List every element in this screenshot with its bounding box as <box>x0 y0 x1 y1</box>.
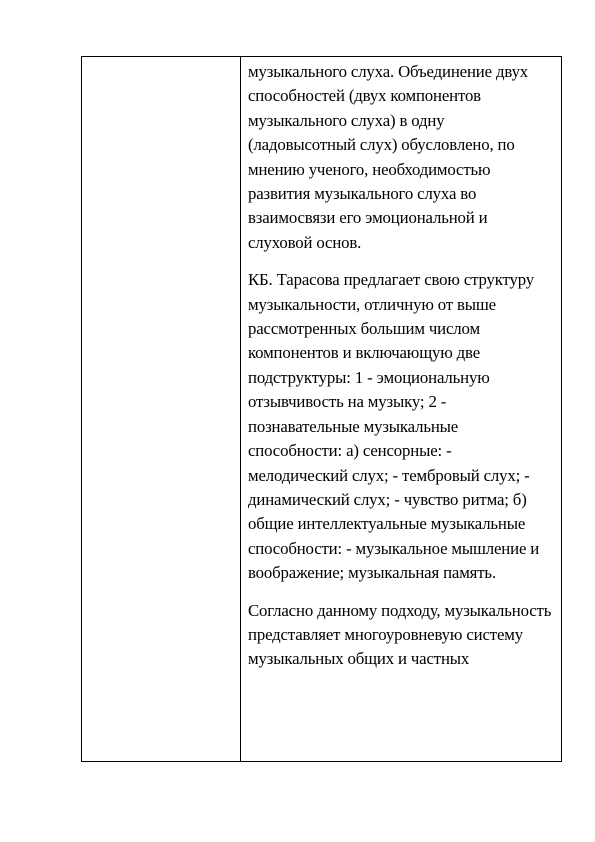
paragraph-2: КБ. Тарасова предлагает свою структуру музыкальности, отличную от выше рассмотренных большим числом компонентов и включающую две подструктуры: 1 - эмоциональную отзывчивость на музыку; 2 - познавательные музыкальные способности: а) сенсорные: - мелодический слух; - тембровый слух; - динамический слух; - чувство ритма; б) общие интеллектуальные музыкальные способности: - музыкальное мышление и воображение; музыкальная память. <box>248 270 540 583</box>
left-cell-text <box>82 57 240 60</box>
document-table <box>81 56 562 762</box>
paragraph-1: музыкального слуха. Объединение двух способностей (двух компонентов музыкального слуха) в одну (ладовысотный слух) обусловлено, по мнению ученого, необходимостью развития музыкального слуха во взаимосвязи его эмоциональной и слуховой основ. <box>248 62 529 252</box>
right-cell-content <box>241 57 561 672</box>
table-cell-left <box>82 57 241 762</box>
table-cell-right <box>241 57 562 762</box>
paragraph-3: Согласно данному подходу, музыкальность представляет многоуровневую систему музыкальных общих и частных <box>248 600 552 669</box>
table-row <box>82 57 562 762</box>
